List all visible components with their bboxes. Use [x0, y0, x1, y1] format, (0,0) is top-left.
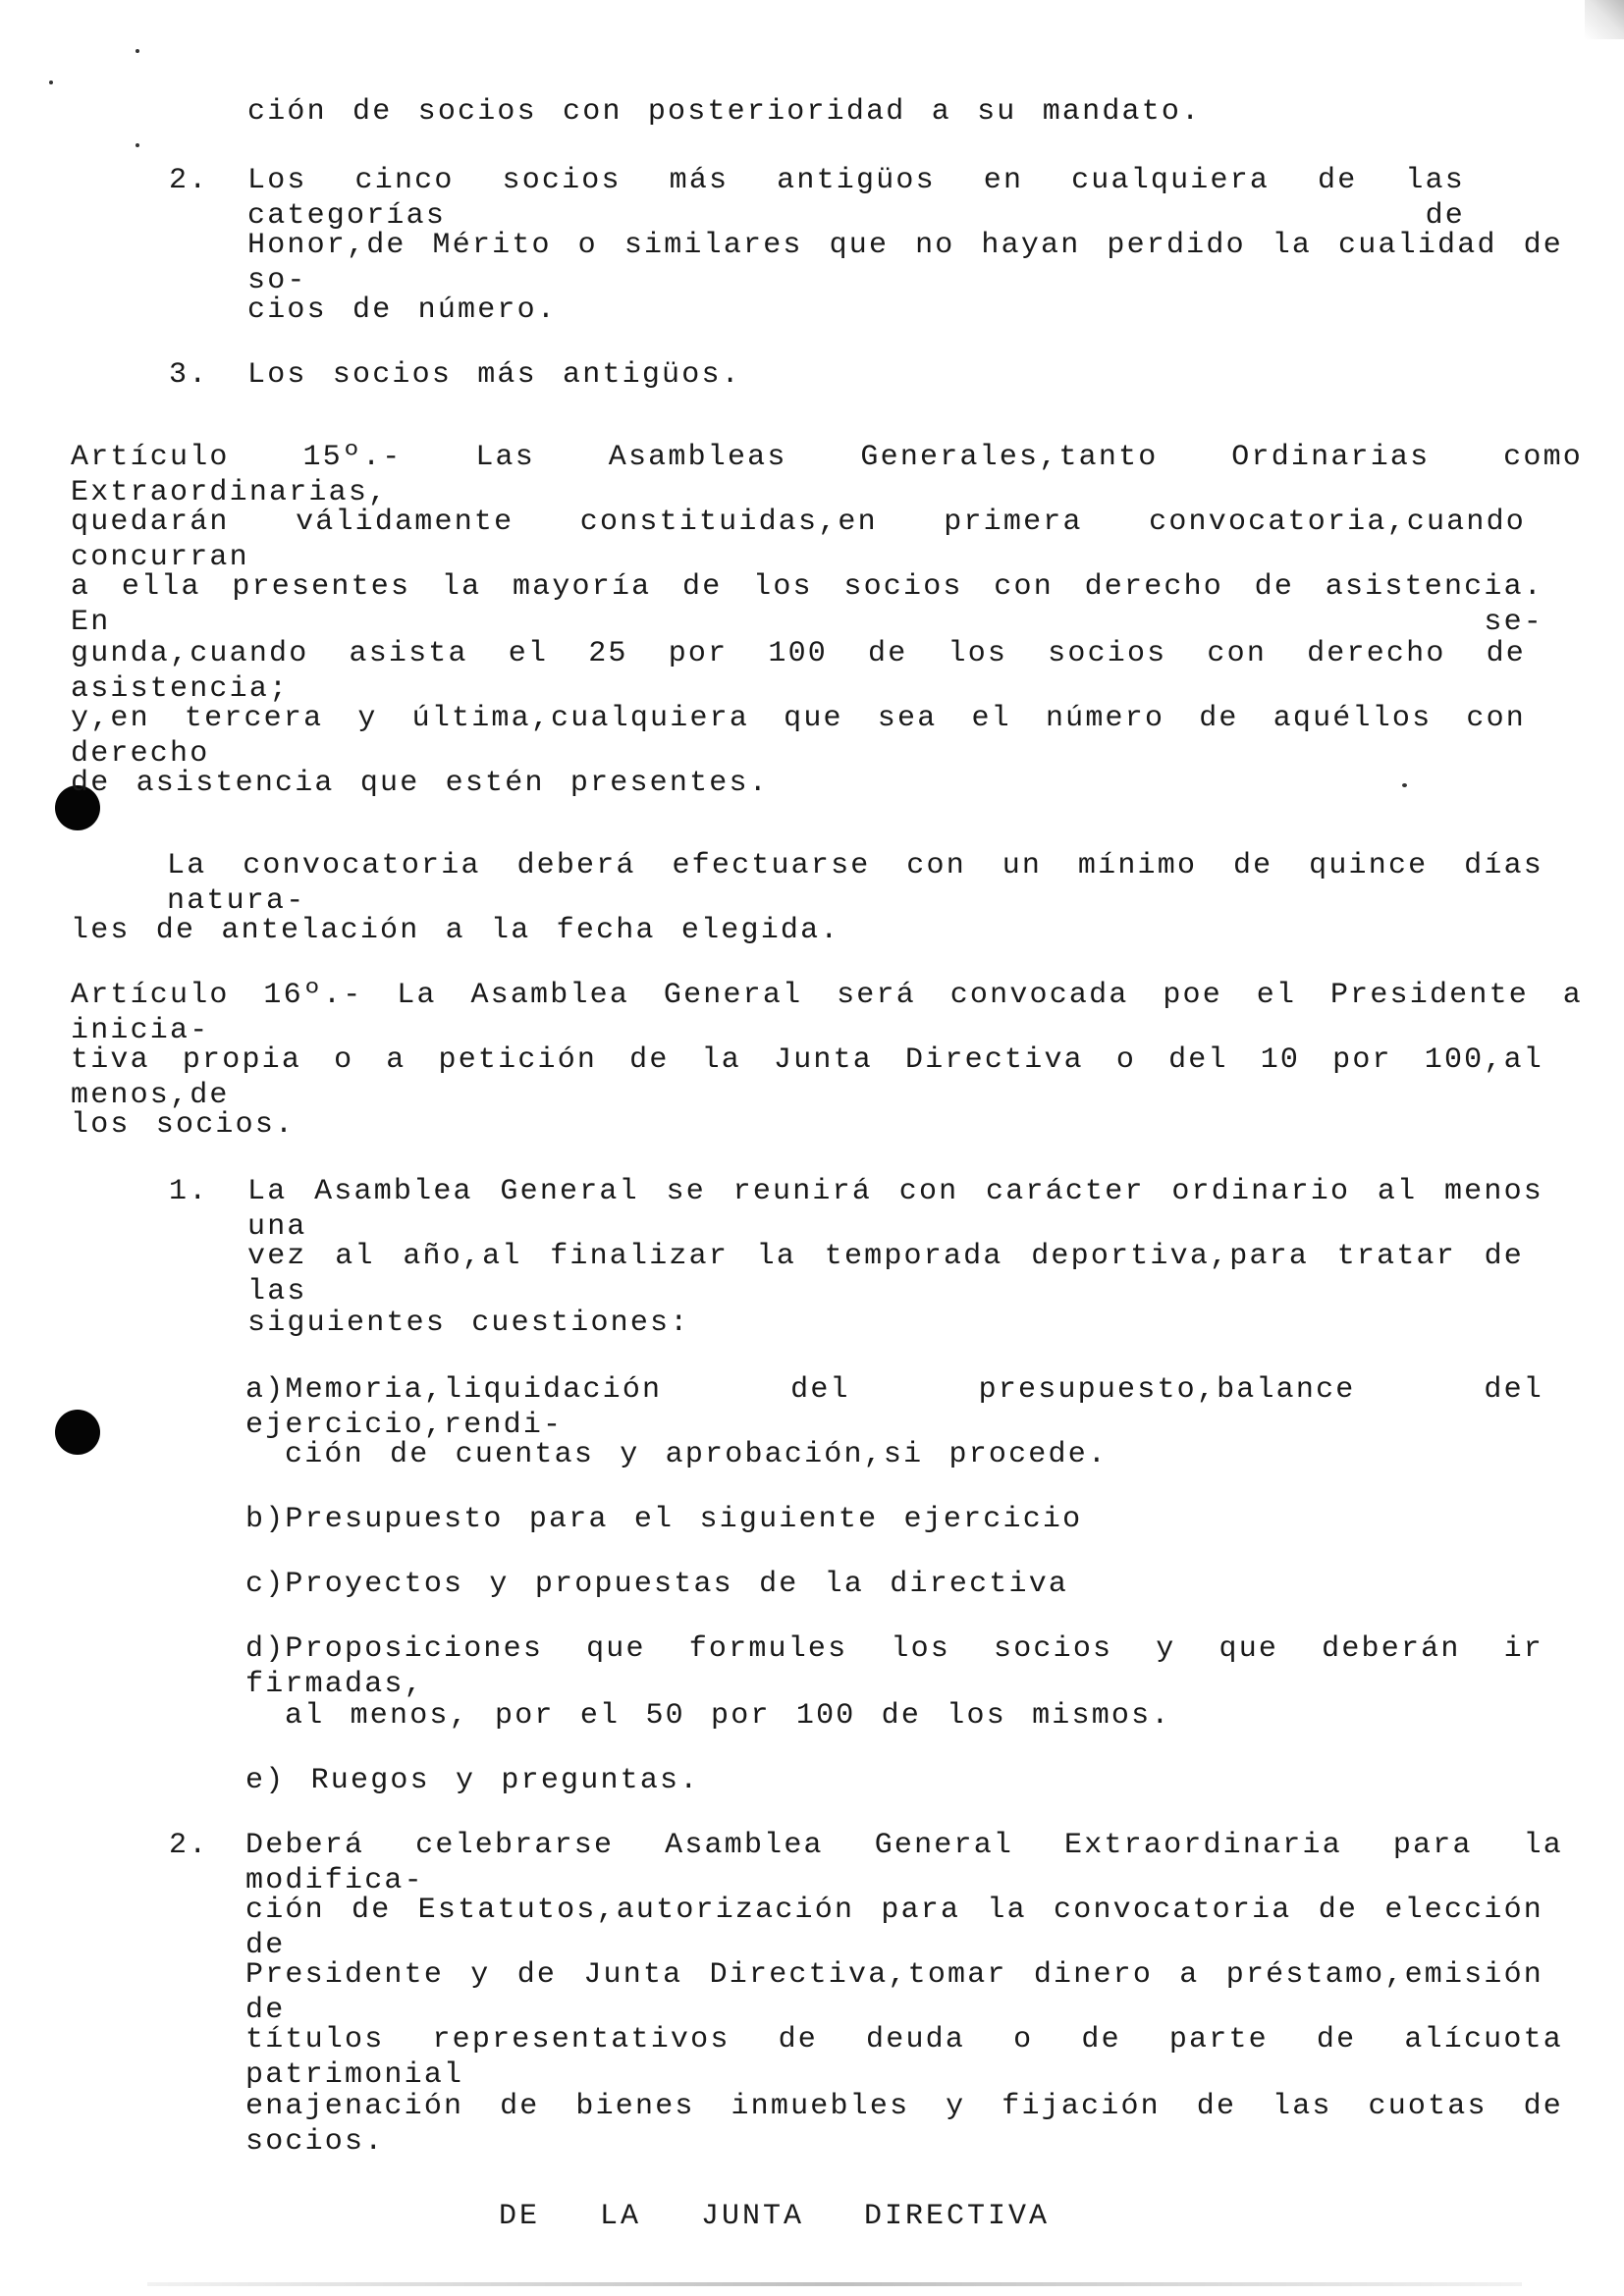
- text-line: La Asamblea General se reunirá con carácter ordinario al menos una: [247, 1175, 1543, 1244]
- page-corner-shadow: [1585, 0, 1624, 39]
- text-line: gunda,cuando asista el 25 por 100 de los socios con derecho de asistencia;: [71, 637, 1526, 706]
- ink-speck: [49, 80, 53, 84]
- text-line: ción de socios con posterioridad a su mandato.: [247, 95, 1202, 129]
- text-line: vez al año,al finalizar la temporada deportiva,para tratar de las: [247, 1240, 1524, 1308]
- text-line: Los socios más antigüos.: [247, 358, 741, 392]
- ink-speck: [135, 143, 139, 147]
- text-line: Presidente y de Junta Directiva,tomar dinero a préstamo,emisión de: [245, 1958, 1543, 2027]
- text-line: de asistencia que estén presentes.: [71, 767, 769, 800]
- list-number: 2.: [169, 164, 209, 197]
- ink-speck: [1402, 783, 1407, 787]
- text-line: Los cinco socios más antigüos en cualquiera de las categorías de: [247, 164, 1465, 233]
- section-heading: DE LA JUNTA DIRECTIVA: [499, 2200, 1051, 2233]
- text-line: c)Proyectos y propuestas de la directiva: [245, 1568, 1069, 1601]
- list-number: 2.: [169, 1829, 209, 1862]
- list-number: 1.: [169, 1175, 209, 1208]
- text-line: e) Ruegos y preguntas.: [245, 1764, 700, 1797]
- text-line: quedarán válidamente constituidas,en primera convocatoria,cuando concurran: [71, 506, 1526, 574]
- text-line: y,en tercera y última,cualquiera que sea el número de aquéllos con derecho: [71, 702, 1526, 771]
- text-line: ción de Estatutos,autorización para la convocatoria de elección de: [245, 1894, 1543, 1962]
- text-line: d)Proposiciones que formules los socios y que deberán ir firmadas,: [245, 1632, 1543, 1701]
- text-line: Artículo 15º.- Las Asambleas Generales,tanto Ordinarias como Extraordinarias,: [71, 441, 1583, 509]
- ink-speck: [135, 49, 139, 53]
- text-line: Honor,de Mérito o similares que no hayan perdido la cualidad de so-: [247, 229, 1563, 297]
- text-line: Deberá celebrarse Asamblea General Extraordinaria para la modifica-: [245, 1829, 1563, 1897]
- text-line: a ella presentes la mayoría de los socios con derecho de asistencia. En se-: [71, 570, 1543, 639]
- text-line: ción de cuentas y aprobación,si procede.: [285, 1438, 1109, 1471]
- text-line: títulos representativos de deuda o de parte de alícuota patrimonial: [245, 2023, 1563, 2092]
- text-line: Artículo 16º.- La Asamblea General será convocada poe el Presidente a inicia-: [71, 979, 1583, 1047]
- text-line: tiva propia o a petición de la Junta Directiva o del 10 por 100,al menos,de: [71, 1043, 1543, 1112]
- text-line: cios de número.: [247, 294, 558, 327]
- text-line: b)Presupuesto para el siguiente ejercicio: [245, 1503, 1083, 1536]
- text-line: a)Memoria,liquidación del presupuesto,balance del ejercicio,rendi-: [245, 1373, 1543, 1442]
- text-line: les de antelación a la fecha elegida.: [71, 914, 840, 947]
- text-line: al menos, por el 50 por 100 de los mismos.: [285, 1699, 1171, 1733]
- text-line: los socios.: [71, 1108, 296, 1142]
- text-line: siguientes cuestiones:: [247, 1307, 690, 1340]
- page-bottom-edge: [147, 2282, 1522, 2286]
- list-number: 3.: [169, 358, 209, 392]
- text-line: enajenación de bienes inmuebles y fijación de las cuotas de socios.: [245, 2090, 1563, 2159]
- text-line: La convocatoria deberá efectuarse con un mínimo de quince días natura-: [167, 849, 1543, 918]
- punch-hole-lower: [55, 1410, 100, 1455]
